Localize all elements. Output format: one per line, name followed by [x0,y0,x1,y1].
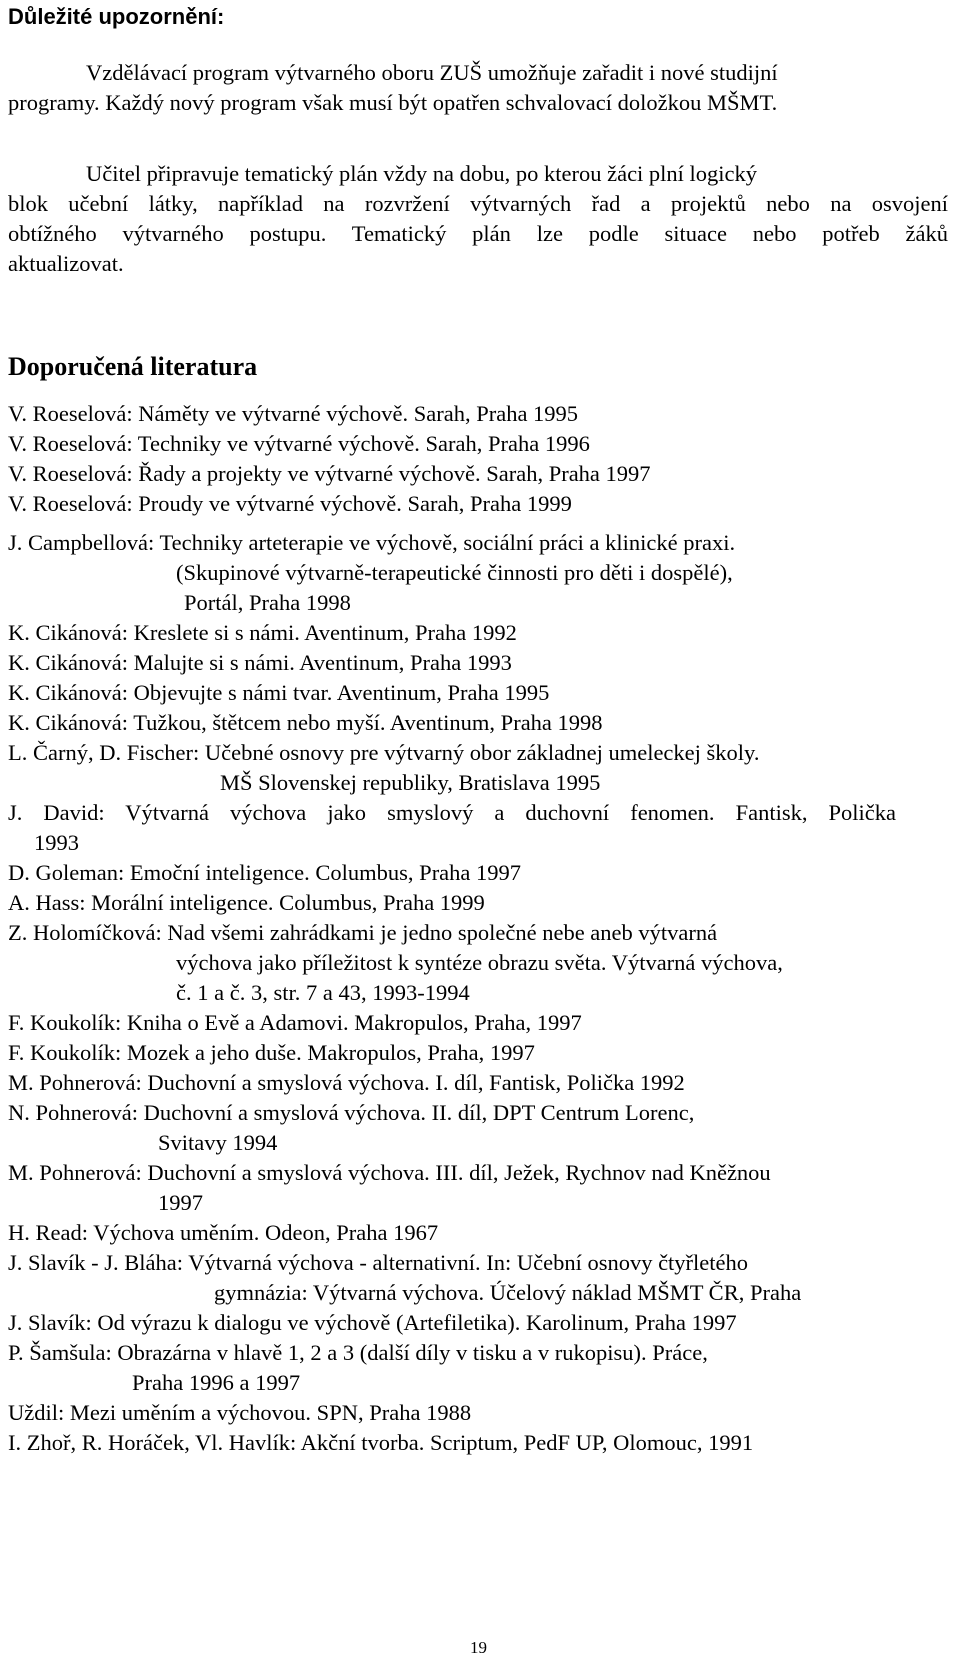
literature-entry: K. Cikánová: Malujte si s námi. Aventinum, Praha 1993 [8,650,512,675]
literature-entry: H. Read: Výchova uměním. Odeon, Praha 1967 [8,1220,439,1245]
literature-entry-continuation: Portál, Praha 1998 [184,590,351,615]
literature-entry: K. Cikánová: Tužkou, štětcem nebo myší. Aventinum, Praha 1998 [8,710,603,735]
literature-entry-continuation: Praha 1996 a 1997 [132,1370,301,1395]
literature-entry: V. Roeselová: Náměty ve výtvarné výchově. Sarah, Praha 1995 [8,401,579,426]
literature-entry: K. Cikánová: Objevujte s námi tvar. Aventinum, Praha 1995 [8,680,550,705]
literature-entry-continuation: Svitavy 1994 [158,1130,278,1155]
document-page [8,0,948,1678]
literature-entry: J. Campbellová: Techniky arteterapie ve výchově, sociální práci a klinické praxi. [8,530,736,555]
literature-entry: Uždil: Mezi uměním a výchovou. SPN, Praha 1988 [8,1400,472,1425]
literature-entry: V. Roeselová: Proudy ve výtvarné výchově. Sarah, Praha 1999 [8,491,572,516]
literature-entry: A. Hass: Morální inteligence. Columbus, Praha 1999 [8,890,485,915]
literature-entry: F. Koukolík: Mozek a jeho duše. Makropulos, Praha, 1997 [8,1040,535,1065]
notice-paragraph-1-line-1: Vzdělávací program výtvarného oboru ZUŠ umožňuje zařadit i nové studijní [86,60,778,85]
literature-entry: J. Slavík: Od výrazu k dialogu ve výchově (Artefiletika). Karolinum, Praha 1997 [8,1310,737,1335]
literature-entry: K. Cikánová: Kreslete si s námi. Aventinum, Praha 1992 [8,620,517,645]
notice-paragraph-2-line-3: obtížného výtvarného postupu. Tematický plán lze podle situace nebo potřeb žáků [8,221,948,246]
literature-entry-continuation: č. 1 a č. 3, str. 7 a 43, 1993-1994 [176,980,470,1005]
literature-entry: V. Roeselová: Techniky ve výtvarné výchově. Sarah, Praha 1996 [8,431,590,456]
notice-paragraph-2-line-2: blok učební látky, například na rozvržení výtvarných řad a projektů nebo na osvojení [8,191,948,216]
literature-entry: D. Goleman: Emoční inteligence. Columbus, Praha 1997 [8,860,522,885]
literature-entry: L. Čarný, D. Fischer: Učebné osnovy pre výtvarný obor základnej umeleckej školy. [8,740,760,765]
literature-entry: Z. Holomíčková: Nad všemi zahrádkami je jedno společné nebe aneb výtvarná [8,920,718,945]
literature-entry-continuation: gymnázia: Výtvarná výchova. Účelový náklad MŠMT ČR, Praha [214,1280,802,1305]
notice-heading: Důležité upozornění: [8,4,225,29]
literature-entry-continuation: (Skupinové výtvarně-terapeutické činnosti pro děti i dospělé), [176,560,733,585]
literature-entry-continuation: 1993 [34,830,79,855]
notice-paragraph-2-line-1: Učitel připravuje tematický plán vždy na dobu, po kterou žáci plní logický [86,161,758,186]
literature-entry: M. Pohnerová: Duchovní a smyslová výchova. I. díl, Fantisk, Polička 1992 [8,1070,685,1095]
literature-entry: N. Pohnerová: Duchovní a smyslová výchova. II. díl, DPT Centrum Lorenc, [8,1100,695,1125]
literature-entry: I. Zhoř, R. Horáček, Vl. Havlík: Akční tvorba. Scriptum, PedF UP, Olomouc, 1991 [8,1430,754,1455]
literature-entry-continuation: výchova jako příležitost k syntéze obrazu světa. Výtvarná výchova, [176,950,783,975]
literature-entry: J. Slavík - J. Bláha: Výtvarná výchova - alternativní. In: Učební osnovy čtyřletého [8,1250,749,1275]
literature-entry: F. Koukolík: Kniha o Evě a Adamovi. Makropulos, Praha, 1997 [8,1010,582,1035]
literature-entry-continuation: 1997 [158,1190,203,1215]
literature-entry: V. Roeselová: Řady a projekty ve výtvarné výchově. Sarah, Praha 1997 [8,461,651,486]
literature-entry: M. Pohnerová: Duchovní a smyslová výchova. III. díl, Ježek, Rychnov nad Kněžnou [8,1160,771,1185]
literature-entry: P. Šamšula: Obrazárna v hlavě 1, 2 a 3 (další díly v tisku a v rukopisu). Práce, [8,1340,708,1365]
notice-paragraph-2-line-4: aktualizovat. [8,251,124,276]
literature-entry-continuation: MŠ Slovenskej republiky, Bratislava 1995 [220,770,601,795]
literature-entry: J. David: Výtvarná výchova jako smyslový a duchovní fenomen. Fantisk, Polička [8,800,896,825]
page-number: 19 [470,1638,487,1657]
literature-heading: Doporučená literatura [8,352,258,381]
notice-paragraph-1-line-2: programy. Každý nový program však musí být opatřen schvalovací doložkou MŠMT. [8,90,778,115]
